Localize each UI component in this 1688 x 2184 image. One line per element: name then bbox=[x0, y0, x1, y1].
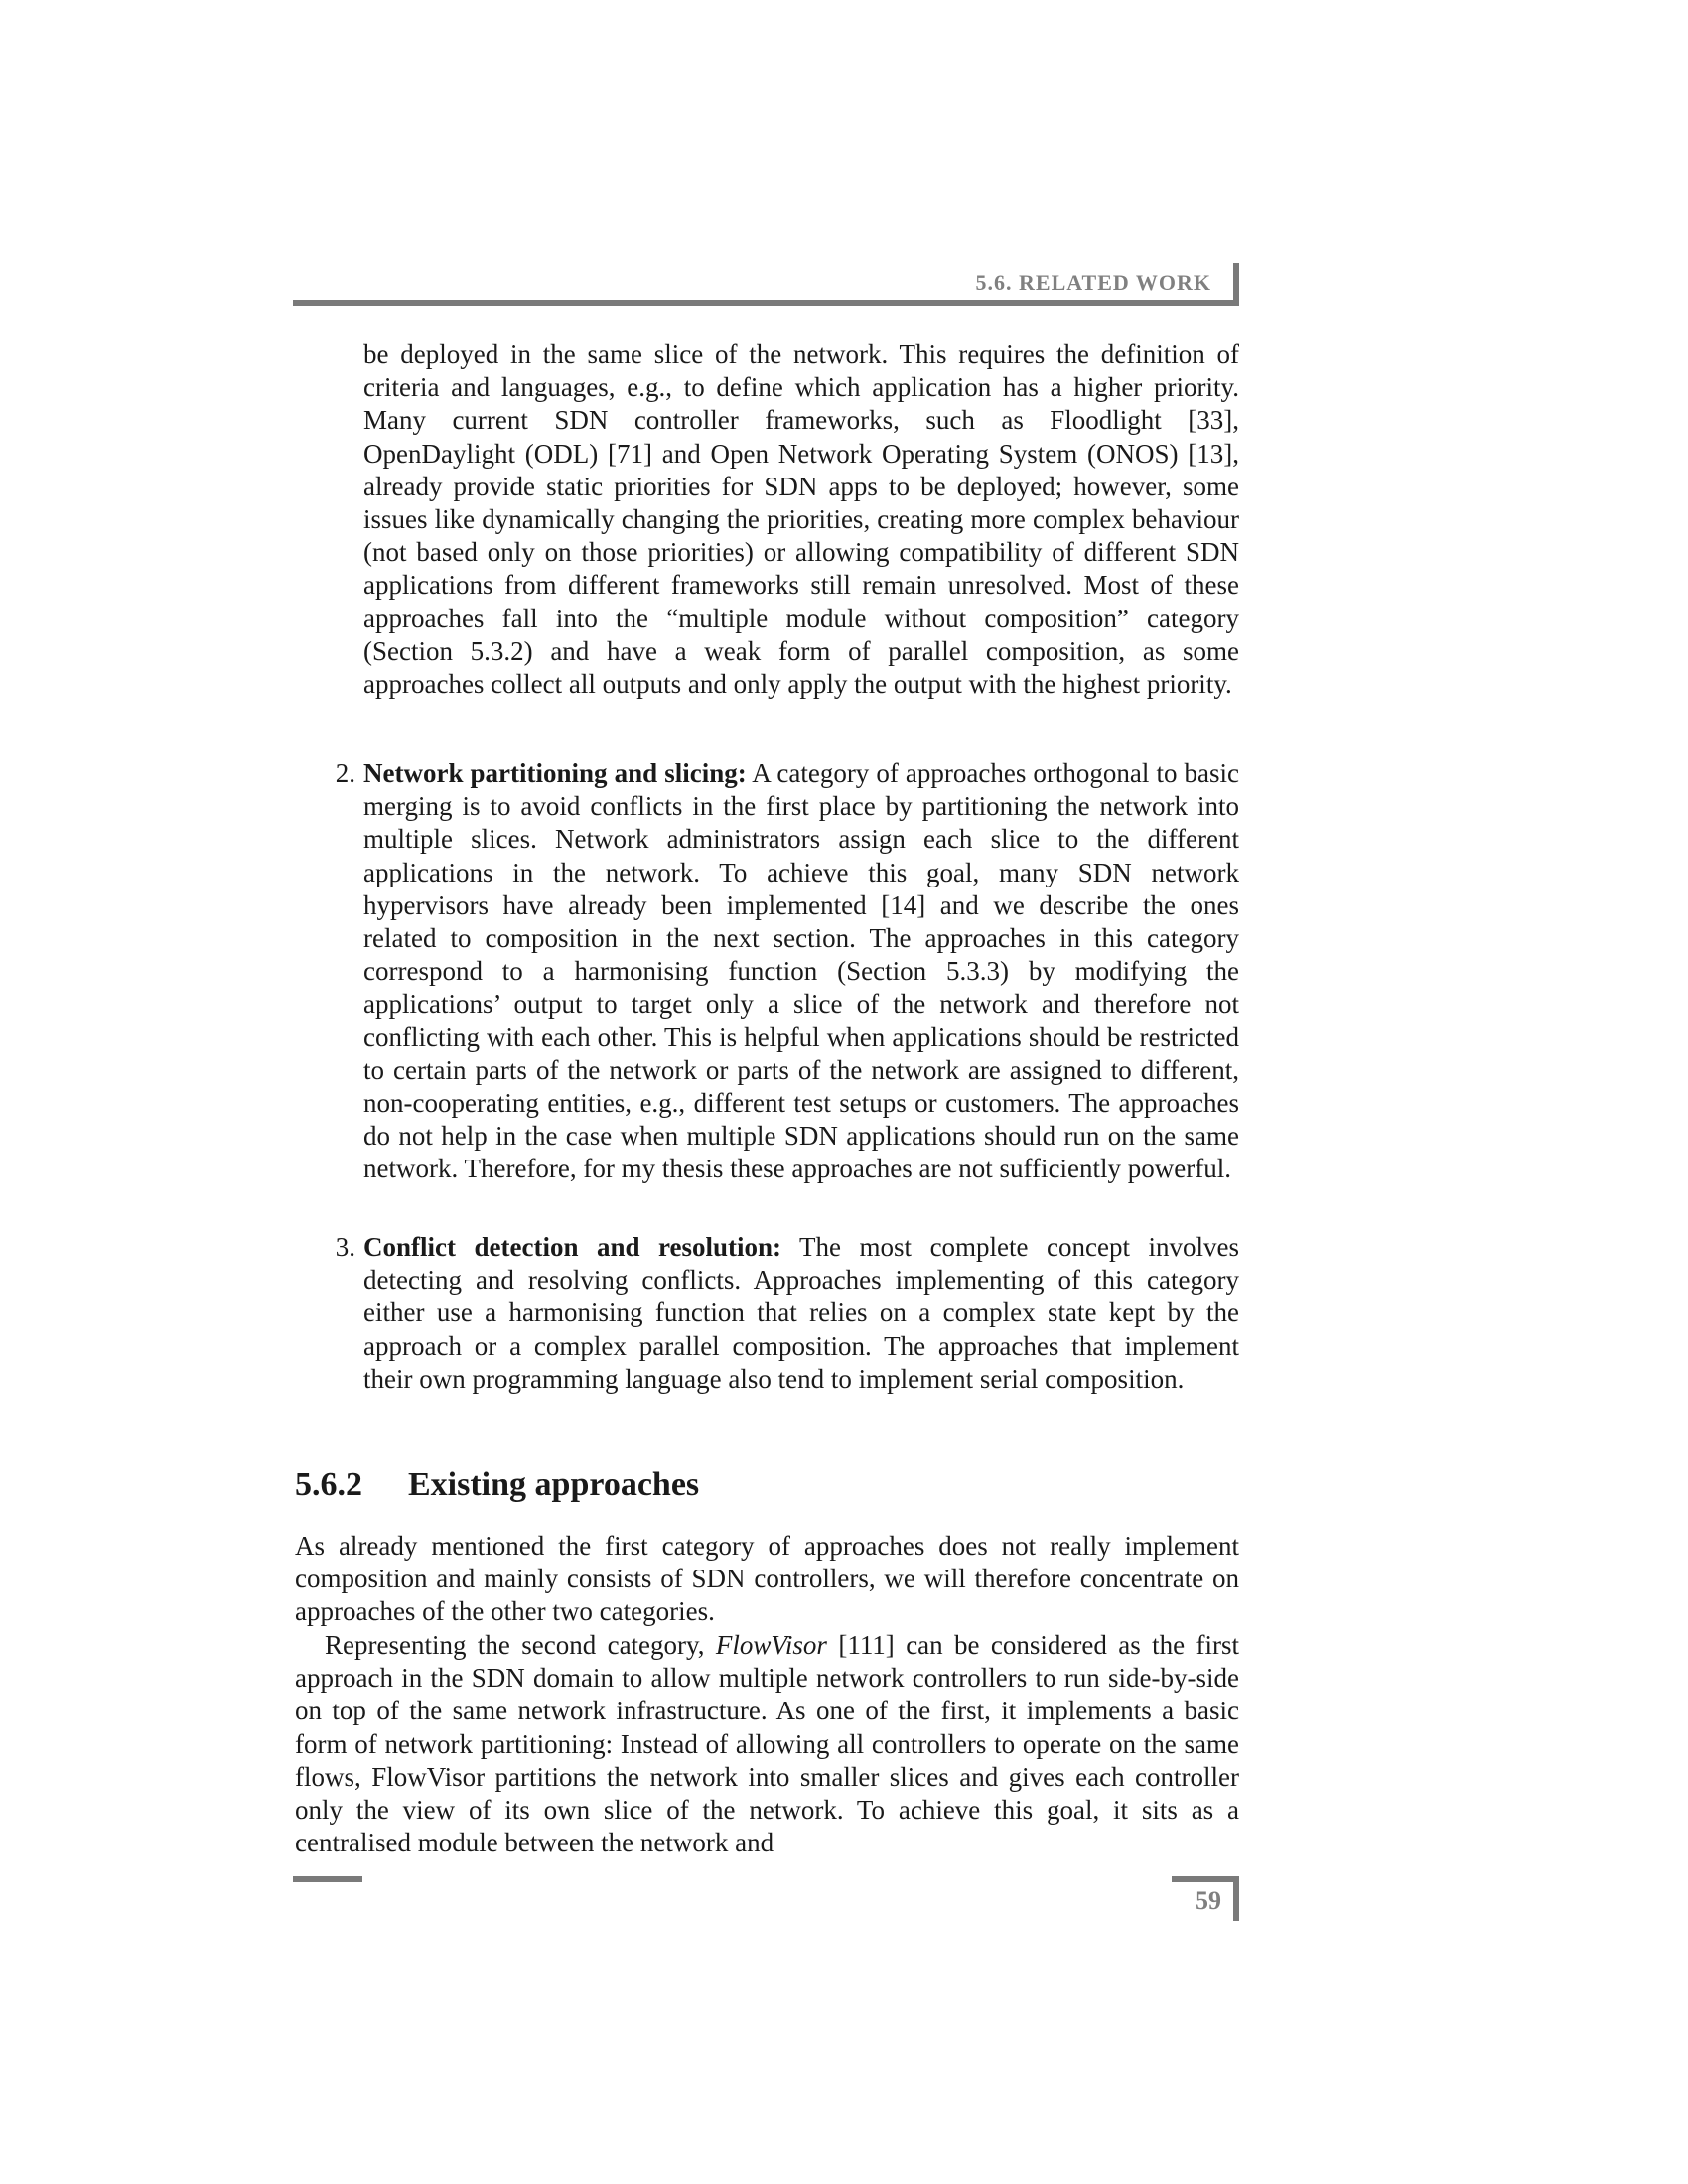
list-item-text: A category of approaches orthogonal to basic merging is to avoid conflicts in the first place by partitioning the network into multiple slices. Network administrators assign each slice to the different applications in the network. To achieve this goal, many SDN network hypervisors have already been implemented [14] and we describe the ones related to composition in the next section. The approaches in this category correspond to a harmonising function (Section 5.3.3) by modifying the applications’ output to target only a slice of the network and therefore not conflicting with each other. This is helpful when applications should be restricted to certain parts of the network or parts of the network are assigned to different, non-cooperating entities, e.g., different test setups or customers. The approaches do not help in the case when multiple SDN applications should run on the same network. Therefore, for my thesis these approaches are not sufficiently powerful. bbox=[363, 758, 1239, 1184]
paragraph bbox=[295, 1629, 1239, 1859]
page-number: 59 bbox=[1196, 1886, 1221, 1915]
paragraph-text: [111] can be considered as the first approach in the SDN domain to allow multiple network controllers to run side-by-side on top of the same network infrastructure. As one of the first, it implements a basic form of network partitioning: Instead of allowing all controllers to operate on the same flows, FlowVisor partitions the network into smaller slices and gives each controller only the view of its own slice of the network. To achieve this goal, it sits as a centralised module between the network and bbox=[295, 1630, 1239, 1858]
list-item-body bbox=[363, 757, 1239, 1186]
list-item-title: Conflict detection and resolution: bbox=[363, 1232, 782, 1262]
header-tick bbox=[1233, 263, 1239, 306]
list-item bbox=[335, 1231, 1239, 1396]
header-rule bbox=[293, 300, 1239, 306]
paragraph: As already mentioned the first category of approaches does not really implement composition and mainly consists of SDN controllers, we will therefore concentrate on approaches of the other two categories. bbox=[295, 1531, 1239, 1627]
list-item-body bbox=[363, 1231, 1239, 1396]
list-item-text: The most complete concept involves detecting and resolving conflicts. Approaches implementing of this category either use a harmonising function that relies on a complex state kept by the approach or a complex parallel composition. The approaches that implement their own programming language also tend to implement serial composition. bbox=[363, 1232, 1239, 1394]
section-number: 5.6.2 bbox=[295, 1466, 362, 1503]
list-item-number: 3. bbox=[335, 1232, 355, 1262]
list-item bbox=[335, 757, 1239, 1186]
list-item-number: 2. bbox=[335, 758, 355, 788]
footer-tick bbox=[1233, 1876, 1239, 1921]
section-title: Existing approaches bbox=[408, 1466, 700, 1503]
flowvisor-term: FlowVisor bbox=[715, 1630, 827, 1660]
footer-rule bbox=[1172, 1876, 1239, 1882]
continuation-paragraph: be deployed in the same slice of the network. This requires the definition of criteria and languages, e.g., to define which application has a higher priority. Many current SDN controller frameworks, such as Floodlight [33], OpenDaylight (ODL) [71] and Open Network Operating System (ONOS) [13], already provide static priorities for SDN apps to be deployed; however, some issues like dynamically changing the priorities, creating more complex behaviour (not based only on those priorities) or allowing compatibility of different SDN applications from different frameworks still remain unresolved. Most of these approaches fall into the “multiple module without composition” category (Section 5.3.2) and have a weak form of parallel composition, as some approaches collect all outputs and only apply the output with the highest priority. bbox=[363, 340, 1239, 700]
section-heading bbox=[295, 1465, 1189, 1505]
paragraph-text: Representing the second category, bbox=[325, 1630, 716, 1660]
footer-rule bbox=[293, 1876, 362, 1882]
running-header: 5.6. RELATED WORK bbox=[975, 270, 1211, 295]
list-item-title: Network partitioning and slicing: bbox=[363, 758, 747, 788]
